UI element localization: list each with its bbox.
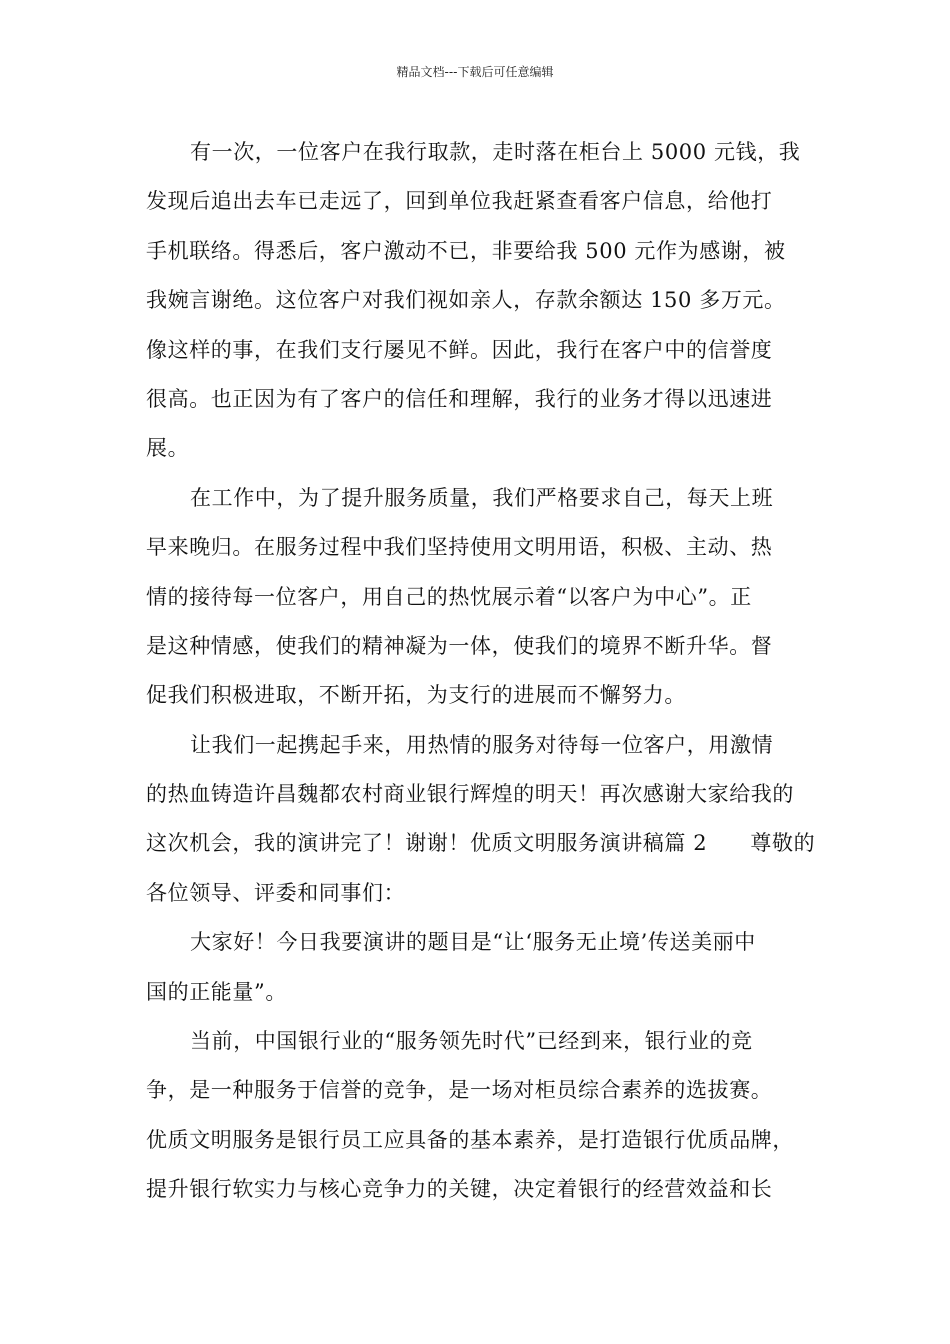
- text-line: 各位领导、评委和同事们：: [146, 880, 406, 905]
- paragraph-1: [146, 128, 810, 474]
- text-line: 提升银行软实力与核心竞争力的关键，决定着银行的经营效益和长: [146, 1177, 773, 1202]
- text-line: 国的正能量”。: [146, 979, 287, 1004]
- text-line: 促我们积极进取，不断开拓，为支行的进展而不懈努力。: [146, 683, 686, 708]
- text-line: 很高。也正因为有了客户的信任和理解，我行的业务才得以迅速进: [146, 386, 773, 411]
- text-line: 情的接待每一位客户，用自己的热忱展示着“以客户为中心”。正: [146, 584, 752, 609]
- text-line: 像这样的事，在我们支行屡见不鲜。因此，我行在客户中的信誉度: [146, 337, 773, 362]
- text-line: 这次机会，我的演讲完了！谢谢！优质文明服务演讲稿篇 2 尊敬的: [146, 831, 816, 856]
- paragraph-5: [146, 1017, 810, 1215]
- paragraph-3: [146, 721, 816, 919]
- text-line: 大家好！今日我要演讲的题目是“让‘服务无止境’传送美丽中: [190, 930, 756, 955]
- paragraph-4: [146, 918, 810, 1017]
- text-line: 是这种情感，使我们的精神凝为一体，使我们的境界不断升华。督: [146, 633, 773, 658]
- text-line: 展。: [146, 436, 190, 461]
- paragraph-2: [146, 474, 810, 721]
- page-header: 精品文档---下载后可任意编辑: [396, 65, 554, 79]
- text-line: 让我们一起携起手来，用热情的服务对待每一位客户，用激情: [190, 732, 774, 757]
- text-line: 我婉言谢绝。这位客户对我们视如亲人，存款余额达 150 多万元。: [146, 288, 786, 313]
- document-body: [146, 128, 816, 1215]
- text-line: 在工作中，为了提升服务质量，我们严格要求自己，每天上班: [190, 485, 774, 510]
- text-line: 发现后追出去车已走远了，回到单位我赶紧查看客户信息，给他打: [146, 189, 773, 214]
- text-line: 争，是一种服务于信誉的竞争，是一场对柜员综合素养的选拔赛。: [146, 1078, 773, 1103]
- text-line: 的热血铸造许昌魏都农村商业银行辉煌的明天！再次感谢大家给我的: [146, 782, 794, 807]
- text-line: 有一次，一位客户在我行取款，走时落在柜台上 5000 元钱，我: [190, 140, 801, 164]
- text-line: 当前，中国银行业的“服务领先时代”已经到来，银行业的竞: [190, 1029, 753, 1054]
- text-line: 早来晚归。在服务过程中我们坚持使用文明用语，积极、主动、热: [146, 535, 773, 560]
- text-line: 优质文明服务是银行员工应具备的基本素养，是打造银行优质品牌，: [146, 1127, 794, 1152]
- text-line: 手机联络。得悉后，客户激动不已，非要给我 500 元作为感谢，被: [146, 238, 786, 263]
